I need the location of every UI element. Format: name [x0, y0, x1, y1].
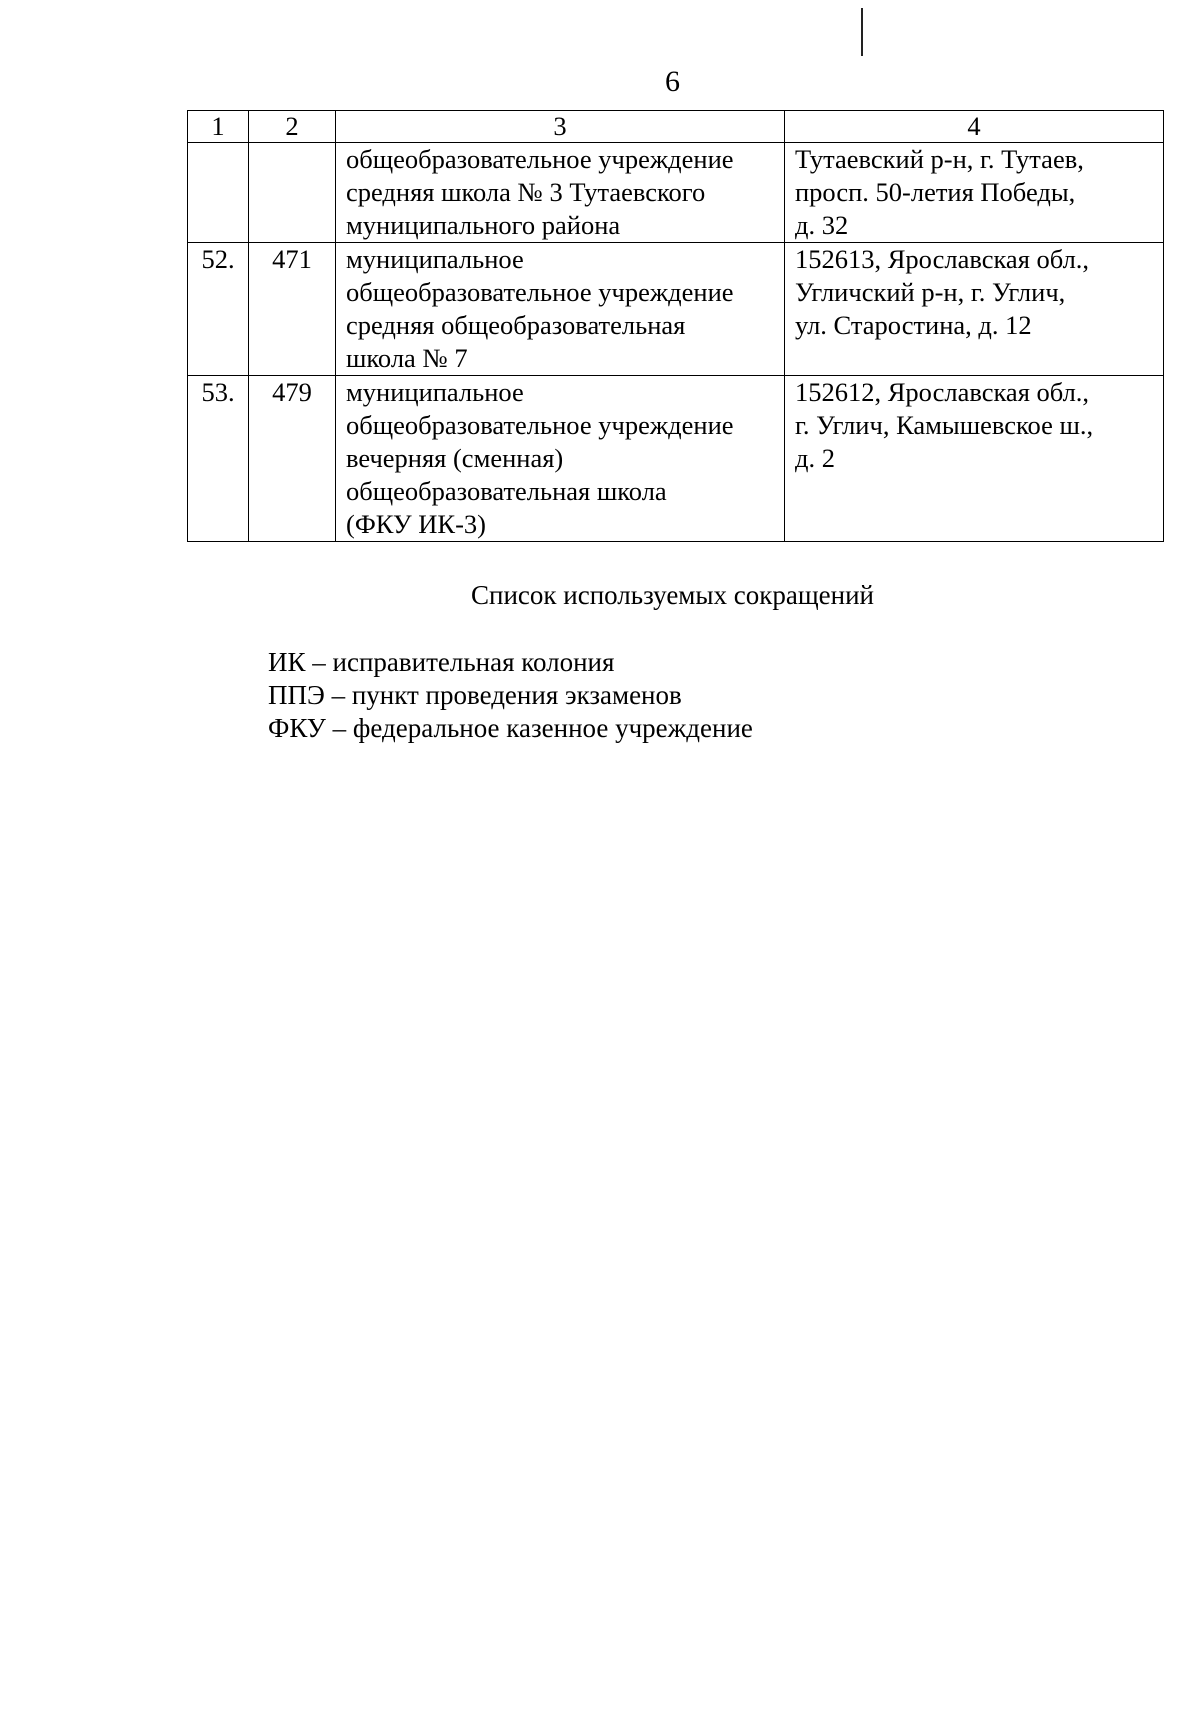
row-name	[336, 143, 785, 243]
row-code: 471	[249, 243, 336, 376]
name-line: средняя школа № 3 Тутаевского	[346, 177, 706, 207]
name-line: общеобразовательное учреждение	[346, 144, 734, 174]
name-line: общеобразовательное учреждение	[346, 277, 734, 307]
row-address	[785, 376, 1164, 542]
table-row	[188, 143, 1164, 243]
table-row	[188, 243, 1164, 376]
row-code	[249, 143, 336, 243]
row-address	[785, 243, 1164, 376]
row-code: 479	[249, 376, 336, 542]
address-line: 152613, Ярославская обл.,	[795, 244, 1090, 274]
header-col-1: 1	[188, 111, 249, 143]
address-line: д. 32	[795, 210, 849, 240]
page-number: 6	[665, 65, 680, 98]
name-line: средняя общеобразовательная	[346, 310, 686, 340]
name-line: муниципальное	[346, 244, 524, 274]
name-line: (ФКУ ИК-3)	[346, 509, 487, 539]
row-number	[188, 143, 249, 243]
address-line: г. Углич, Камышевское ш.,	[795, 410, 1094, 440]
table-row	[188, 376, 1164, 542]
header-col-4: 4	[785, 111, 1164, 143]
table-header-row	[188, 111, 1164, 143]
abbreviation-item: ФКУ – федеральное казенное учреждение	[268, 713, 753, 743]
header-col-3: 3	[336, 111, 785, 143]
row-number: 53.	[188, 376, 249, 542]
scan-mark	[861, 8, 863, 56]
row-address	[785, 143, 1164, 243]
address-line: д. 2	[795, 443, 835, 473]
name-line: общеобразовательная школа	[346, 476, 667, 506]
address-line: ул. Старостина, д. 12	[795, 310, 1032, 340]
name-line: муниципальное	[346, 377, 524, 407]
row-name	[336, 376, 785, 542]
abbreviations-title: Список используемых сокращений	[471, 580, 874, 610]
row-number: 52.	[188, 243, 249, 376]
name-line: муниципального района	[346, 210, 621, 240]
address-line: Тутаевский р-н, г. Тутаев,	[795, 144, 1084, 174]
row-name	[336, 243, 785, 376]
address-line: 152612, Ярославская обл.,	[795, 377, 1090, 407]
header-col-2: 2	[249, 111, 336, 143]
abbreviation-item: ИК – исправительная колония	[268, 647, 615, 677]
name-line: школа № 7	[346, 343, 468, 373]
abbreviation-item: ППЭ – пункт проведения экзаменов	[268, 680, 682, 710]
address-line: Угличский р-н, г. Углич,	[795, 277, 1066, 307]
name-line: общеобразовательное учреждение	[346, 410, 734, 440]
address-line: просп. 50-летия Победы,	[795, 177, 1076, 207]
name-line: вечерняя (сменная)	[346, 443, 564, 473]
abbreviations-list	[268, 646, 753, 745]
schools-table	[187, 110, 1164, 542]
